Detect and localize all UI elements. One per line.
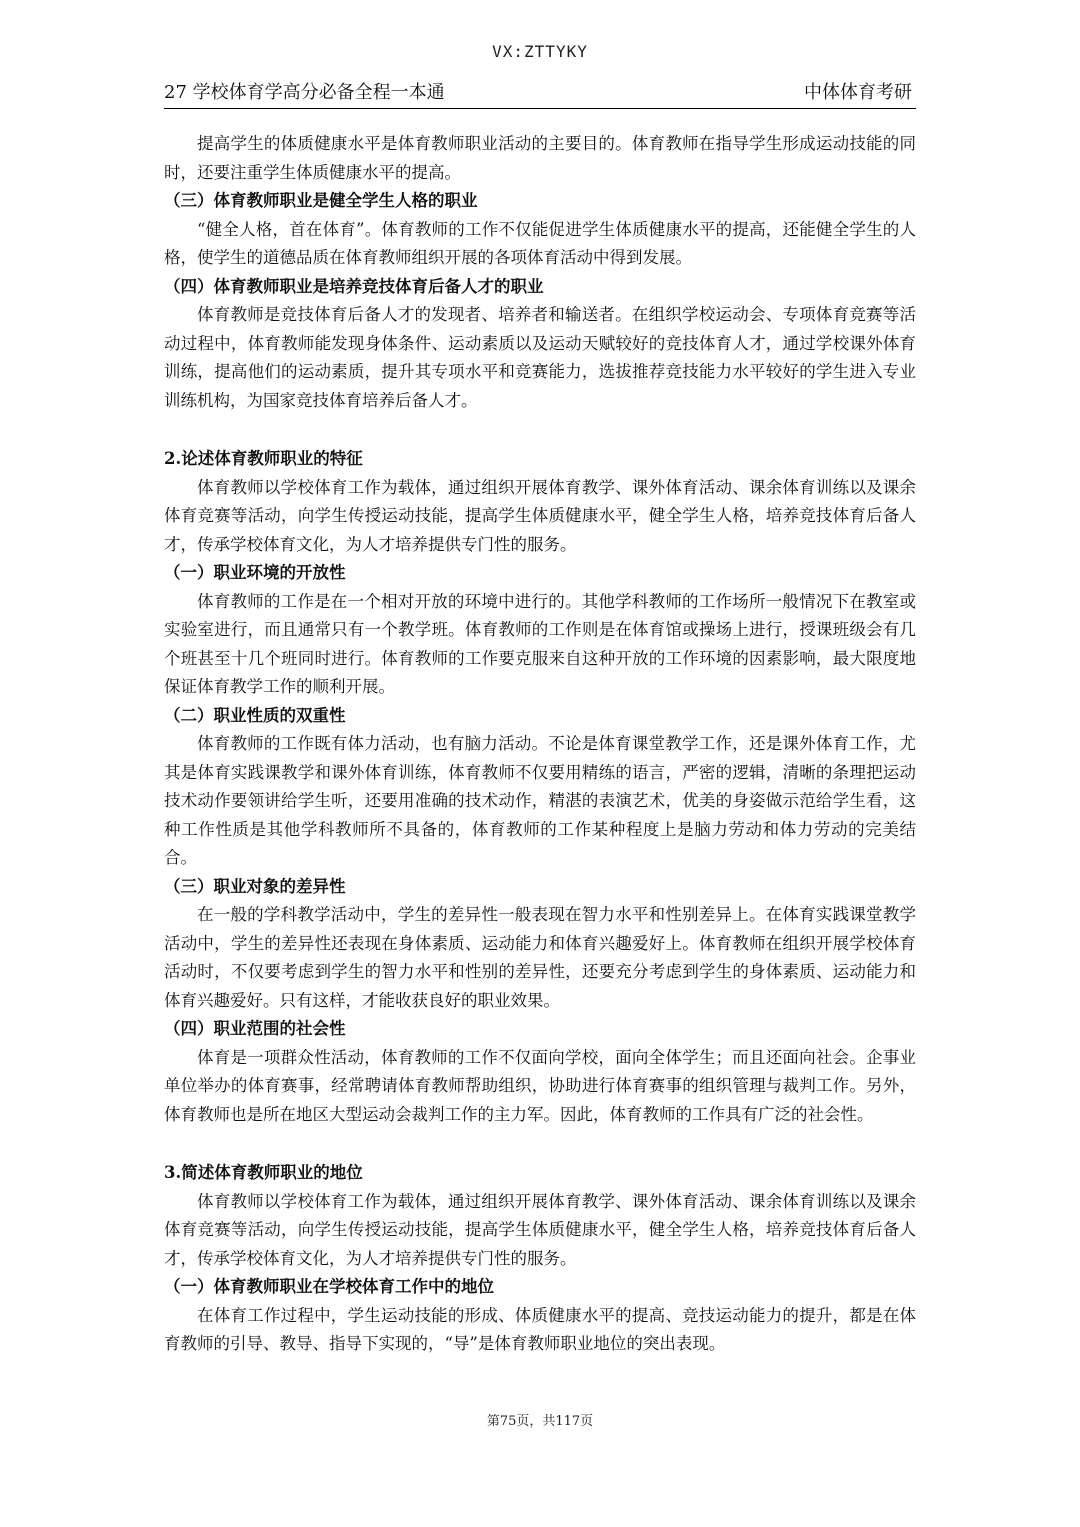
- watermark: VX:ZTTYKY: [492, 42, 588, 61]
- header-publisher: 中体体育考研: [804, 82, 912, 103]
- page-content: [164, 130, 916, 1359]
- page-header: [164, 78, 916, 109]
- section-heading: （四）体育教师职业是培养竞技体育后备人才的职业: [164, 276, 544, 296]
- paragraph: “健全人格，首在体育”。体育教师的工作不仅能促进学生体质健康水平的提高，还能健全学生的人格，使学生的道德品质在体育教师组织开展的各项体育活动中得到发展。: [164, 219, 916, 267]
- paragraph: 体育是一项群众性活动，体育教师的工作不仅面向学校，面向全体学生；而且还面向社会。企事业单位举办的体育赛事，经常聘请体育教师帮助组织，协助进行体育赛事的组织管理与裁判工作。另外，体育教师也是所在地区大型运动会裁判工作的主力军。因此，体育教师的工作具有广泛的社会性。: [164, 1047, 916, 1124]
- paragraph: 体育教师以学校体育工作为载体，通过组织开展体育教学、课外体育活动、课余体育训练以及课余体育竞赛等活动，向学生传授运动技能，提高学生体质健康水平，健全学生人格，培养竞技体育后备人才，传承学校体育文化，为人才培养提供专门性的服务。: [164, 477, 916, 554]
- paragraph: 体育教师是竞技体育后备人才的发现者、培养者和输送者。在组织学校运动会、专项体育竞赛等活动过程中，体育教师能发现身体条件、运动素质以及运动天赋较好的竞技体育人才，通过学校课外体育训练，提高他们的运动素质，提升其专项水平和竞赛能力，选拔推荐竞技能力水平较好的学生进入专业训练机构，为国家竞技体育培养后备人才。: [164, 305, 916, 410]
- page-number: 第75页，共117页: [486, 1414, 594, 1429]
- section-heading: （二）职业性质的双重性: [164, 705, 346, 725]
- header-book-title: 27 学校体育学高分必备全程一本通: [164, 82, 445, 103]
- paragraph: 在体育工作过程中，学生运动技能的形成、体质健康水平的提高、竞技运动能力的提升，都是在体育教师的引导、教导、指导下实现的，“导”是体育教师职业地位的突出表现。: [164, 1305, 916, 1353]
- section-heading: （三）职业对象的差异性: [164, 876, 346, 896]
- section-heading: （四）职业范围的社会性: [164, 1019, 346, 1038]
- section-heading: （三）体育教师职业是健全学生人格的职业: [164, 191, 478, 210]
- paragraph: 提高学生的体质健康水平是体育教师职业活动的主要目的。体育教师在指导学生形成运动技能的同时，还要注重学生体质健康水平的提高。: [164, 134, 916, 182]
- question-heading: 3.简述体育教师职业的地位: [164, 1163, 363, 1182]
- section-heading: （一）体育教师职业在学校体育工作中的地位: [164, 1277, 494, 1296]
- paragraph: 体育教师的工作既有体力活动，也有脑力活动。不论是体育课堂教学工作，还是课外体育工作，尤其是体育实践课教学和课外体育训练，体育教师不仅要用精练的语言，严密的逻辑，清晰的条理把运动技术动作要领讲给学生听，还要用准确的技术动作，精湛的表演艺术，优美的身姿做示范给学生看，这种工作性质是其他学科教师所不具备的，体育教师的工作某种程度上是脑力劳动和体力劳动的完美结合。: [164, 734, 916, 867]
- question-heading: 2.论述体育教师职业的特征: [164, 449, 363, 468]
- paragraph: 在一般的学科教学活动中，学生的差异性一般表现在智力水平和性别差异上。在体育实践课堂教学活动中，学生的差异性还表现在身体素质、运动能力和体育兴趣爱好上。体育教师在组织开展学校体育活动时，不仅要考虑到学生的智力水平和性别的差异性，还要充分考虑到学生的身体素质、运动能力和体育兴趣爱好。只有这样，才能收获良好的职业效果。: [164, 905, 916, 1010]
- section-heading: （一）职业环境的开放性: [164, 563, 346, 582]
- paragraph: 体育教师的工作是在一个相对开放的环境中进行的。其他学科教师的工作场所一般情况下在教室或实验室进行，而且通常只有一个教学班。体育教师的工作则是在体育馆或操场上进行，授课班级会有几个班甚至十几个班同时进行。体育教师的工作要克服来自这种开放的工作环境的因素影响，最大限度地保证体育教学工作的顺利开展。: [164, 591, 916, 696]
- paragraph: 体育教师以学校体育工作为载体，通过组织开展体育教学、课外体育活动、课余体育训练以及课余体育竞赛等活动，向学生传授运动技能，提高学生体质健康水平，健全学生人格，培养竞技体育后备人才，传承学校体育文化，为人才培养提供专门性的服务。: [164, 1191, 916, 1268]
